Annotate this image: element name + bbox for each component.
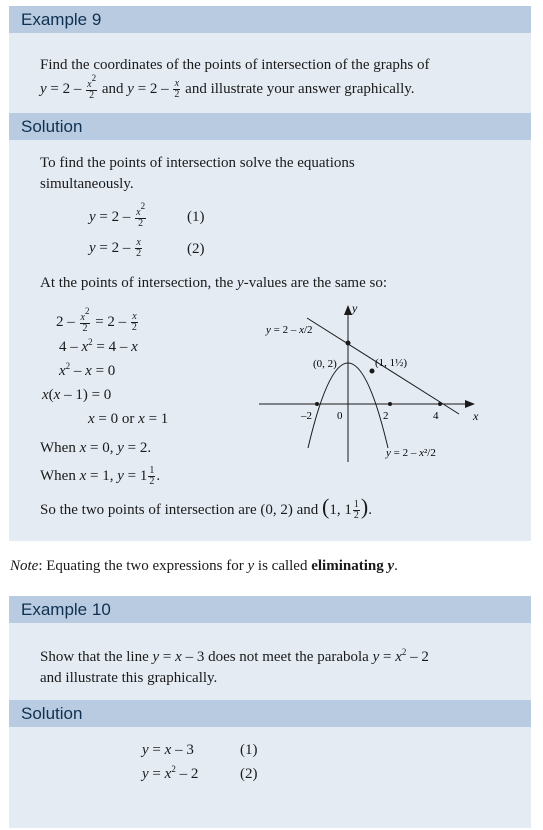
point-a [346, 341, 351, 346]
problem-line-2: y = 2 – $\frac{x^2}{2}$ and y = 2 – $\frac{x}{2}$ and illustrate your answer graphically. [40, 73, 415, 101]
ex10-eq-2: $y = x^2 - 2$ [142, 764, 199, 782]
line-label: y = 2 – x/2 [266, 324, 313, 336]
point-b-label: (1, 1½) [375, 357, 408, 369]
ex10-line-1: Show that the line y = x – 3 does not meet the parabola $y = x^2 - 2$ [40, 647, 429, 665]
when-x0: When x = 0, y = 2. [40, 440, 152, 456]
example-9-box [9, 6, 531, 541]
tick-neg2: –2 [301, 410, 312, 422]
ex10-eq-2-tag: (2) [240, 766, 258, 782]
ex10-solution-header: Solution [9, 700, 531, 727]
intersection-graph [249, 298, 489, 463]
working-line-2: $x^2 - x = 0$ [59, 361, 116, 379]
equation-2: y = 2 – $\frac{x}{2}$ [89, 237, 142, 259]
tick-2: 2 [383, 410, 389, 422]
x-axis-label: x [473, 409, 479, 423]
ex10-eq-1: y = x – 3 [142, 742, 194, 758]
point-b [370, 369, 375, 374]
equation-1-tag: (1) [187, 209, 205, 225]
conclusion: So the two points of intersection are (0, 2) and (1, 1 $\frac{1}{2}$ ). [40, 494, 372, 522]
problem-line-1: Find the coordinates of the points of intersection of the graphs of [40, 57, 430, 73]
example-10-box [9, 596, 531, 828]
point-x-4 [438, 402, 442, 406]
y-axis-label: y [352, 301, 358, 315]
working-line-0: 2 – $\frac{x^2}{2}$ = 2 – $\frac{x}{2}$ [56, 306, 137, 334]
point-x-neg2 [315, 402, 319, 406]
point-x-2 [388, 402, 392, 406]
working-line-3: x(x – 1) = 0 [42, 387, 112, 403]
y-axis-arrow [344, 305, 352, 315]
curve-label: y = 2 – x²/2 [386, 447, 436, 459]
equation-2-tag: (2) [187, 241, 205, 257]
example-10-header: Example 10 [9, 596, 531, 623]
equation-1: y = 2 – $\frac{x^2}{2}$ [89, 201, 146, 229]
note-text: Note: Equating the two expressions for y is called eliminating y. [10, 558, 398, 574]
point-a-label: (0, 2) [313, 358, 337, 370]
ex10-line-2: and illustrate this graphically. [40, 670, 218, 686]
sol-line-2: simultaneously. [40, 176, 134, 192]
solution-header: Solution [9, 113, 531, 140]
tick-4: 4 [433, 410, 439, 422]
working-line-1: $4 - x^2 = 4 - x$ [59, 337, 138, 355]
example-9-header: Example 9 [9, 6, 531, 33]
at-points-text: At the points of intersection, the y-values are the same so: [40, 275, 387, 291]
working-line-4: x = 0 or x = 1 [88, 411, 169, 427]
ex10-eq-1-tag: (1) [240, 742, 258, 758]
sol-line-1: To find the points of intersection solve the equations [40, 155, 355, 171]
tick-0: 0 [337, 410, 343, 422]
x-axis-arrow [465, 400, 475, 408]
when-x1: When x = 1, y = 1 $\frac{1}{2}$ . [40, 465, 161, 487]
